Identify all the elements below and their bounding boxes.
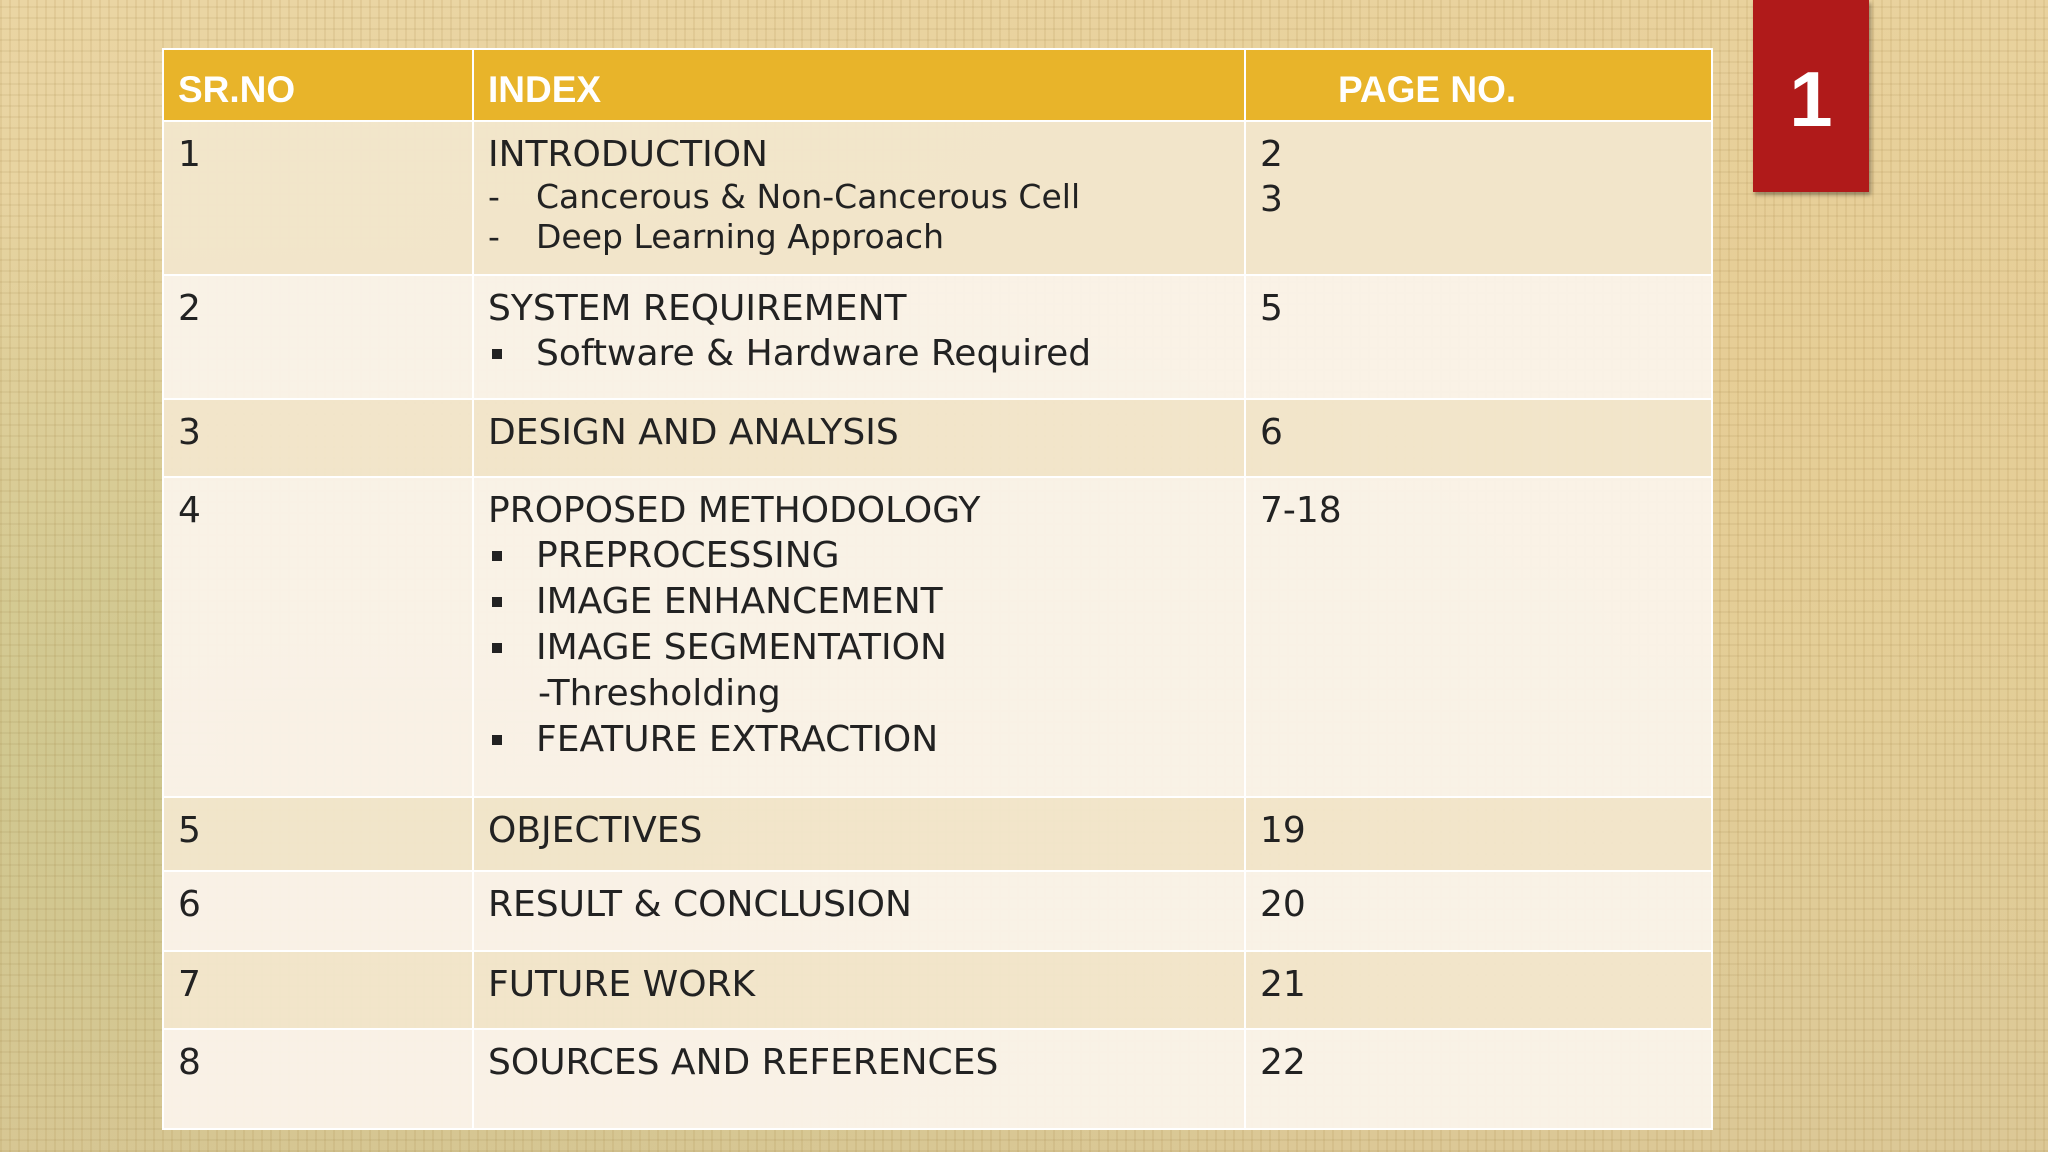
row-title: SYSTEM REQUIREMENT: [488, 288, 907, 329]
sub-item: FEATURE EXTRACTION: [488, 717, 1230, 763]
sub-item: Software & Hardware Required: [488, 331, 1230, 377]
row-page-no: 20: [1245, 871, 1712, 951]
row-index: [473, 275, 1245, 399]
row-index: [473, 121, 1245, 275]
dash-marker: -: [488, 177, 500, 216]
sub-item: IMAGE ENHANCEMENT: [488, 579, 1230, 625]
table-row: [163, 477, 1712, 797]
row-sr-no: 5: [163, 797, 473, 871]
row-page-no: 5: [1245, 275, 1712, 399]
table-row: [163, 1029, 1712, 1129]
table-row: [163, 871, 1712, 951]
header-index: INDEX: [473, 49, 1245, 121]
row-page-no: 2 3: [1245, 121, 1712, 275]
square-bullet-icon: [492, 735, 502, 745]
row-sr-no: 1: [163, 121, 473, 275]
row-sr-no: 4: [163, 477, 473, 797]
row-title: PROPOSED METHODOLOGY: [488, 490, 981, 531]
sub-item: - Deep Learning Approach: [488, 217, 944, 256]
dash-marker: -: [488, 217, 500, 256]
sub-sub-item: -Thresholding: [538, 673, 781, 714]
row-title: DESIGN AND ANALYSIS: [473, 399, 1245, 477]
header-sr-no: SR.NO: [163, 49, 473, 121]
row-sr-no: 7: [163, 951, 473, 1029]
slide-number-badge: 1: [1753, 0, 1869, 192]
table-row: [163, 121, 1712, 275]
row-sr-no: 3: [163, 399, 473, 477]
square-bullet-icon: [492, 349, 502, 359]
sub-item: PREPROCESSING: [488, 533, 1230, 579]
row-sr-no: 2: [163, 275, 473, 399]
table-row: [163, 399, 1712, 477]
square-bullet-icon: [492, 551, 502, 561]
table-row: [163, 275, 1712, 399]
row-page-no: 6: [1245, 399, 1712, 477]
row-page-no: 21: [1245, 951, 1712, 1029]
table-row: [163, 797, 1712, 871]
header-page-no: PAGE NO.: [1245, 49, 1712, 121]
row-page-no: 7-18: [1245, 477, 1712, 797]
sub-item: IMAGE SEGMENTATION: [488, 625, 1230, 671]
row-title: OBJECTIVES: [473, 797, 1245, 871]
table-row: [163, 951, 1712, 1029]
row-index: [473, 477, 1245, 797]
row-sr-no: 6: [163, 871, 473, 951]
row-sr-no: 8: [163, 1029, 473, 1129]
row-title: RESULT & CONCLUSION: [473, 871, 1245, 951]
row-title: FUTURE WORK: [473, 951, 1245, 1029]
square-bullet-icon: [492, 597, 502, 607]
row-page-no: 22: [1245, 1029, 1712, 1129]
table-header-row: [163, 49, 1712, 121]
row-title: SOURCES AND REFERENCES: [473, 1029, 1245, 1129]
square-bullet-icon: [492, 643, 502, 653]
index-table: [162, 48, 1713, 1130]
sub-item: - Cancerous & Non-Cancerous Cell: [488, 177, 1081, 216]
row-page-no: 19: [1245, 797, 1712, 871]
row-title: INTRODUCTION: [488, 134, 768, 175]
